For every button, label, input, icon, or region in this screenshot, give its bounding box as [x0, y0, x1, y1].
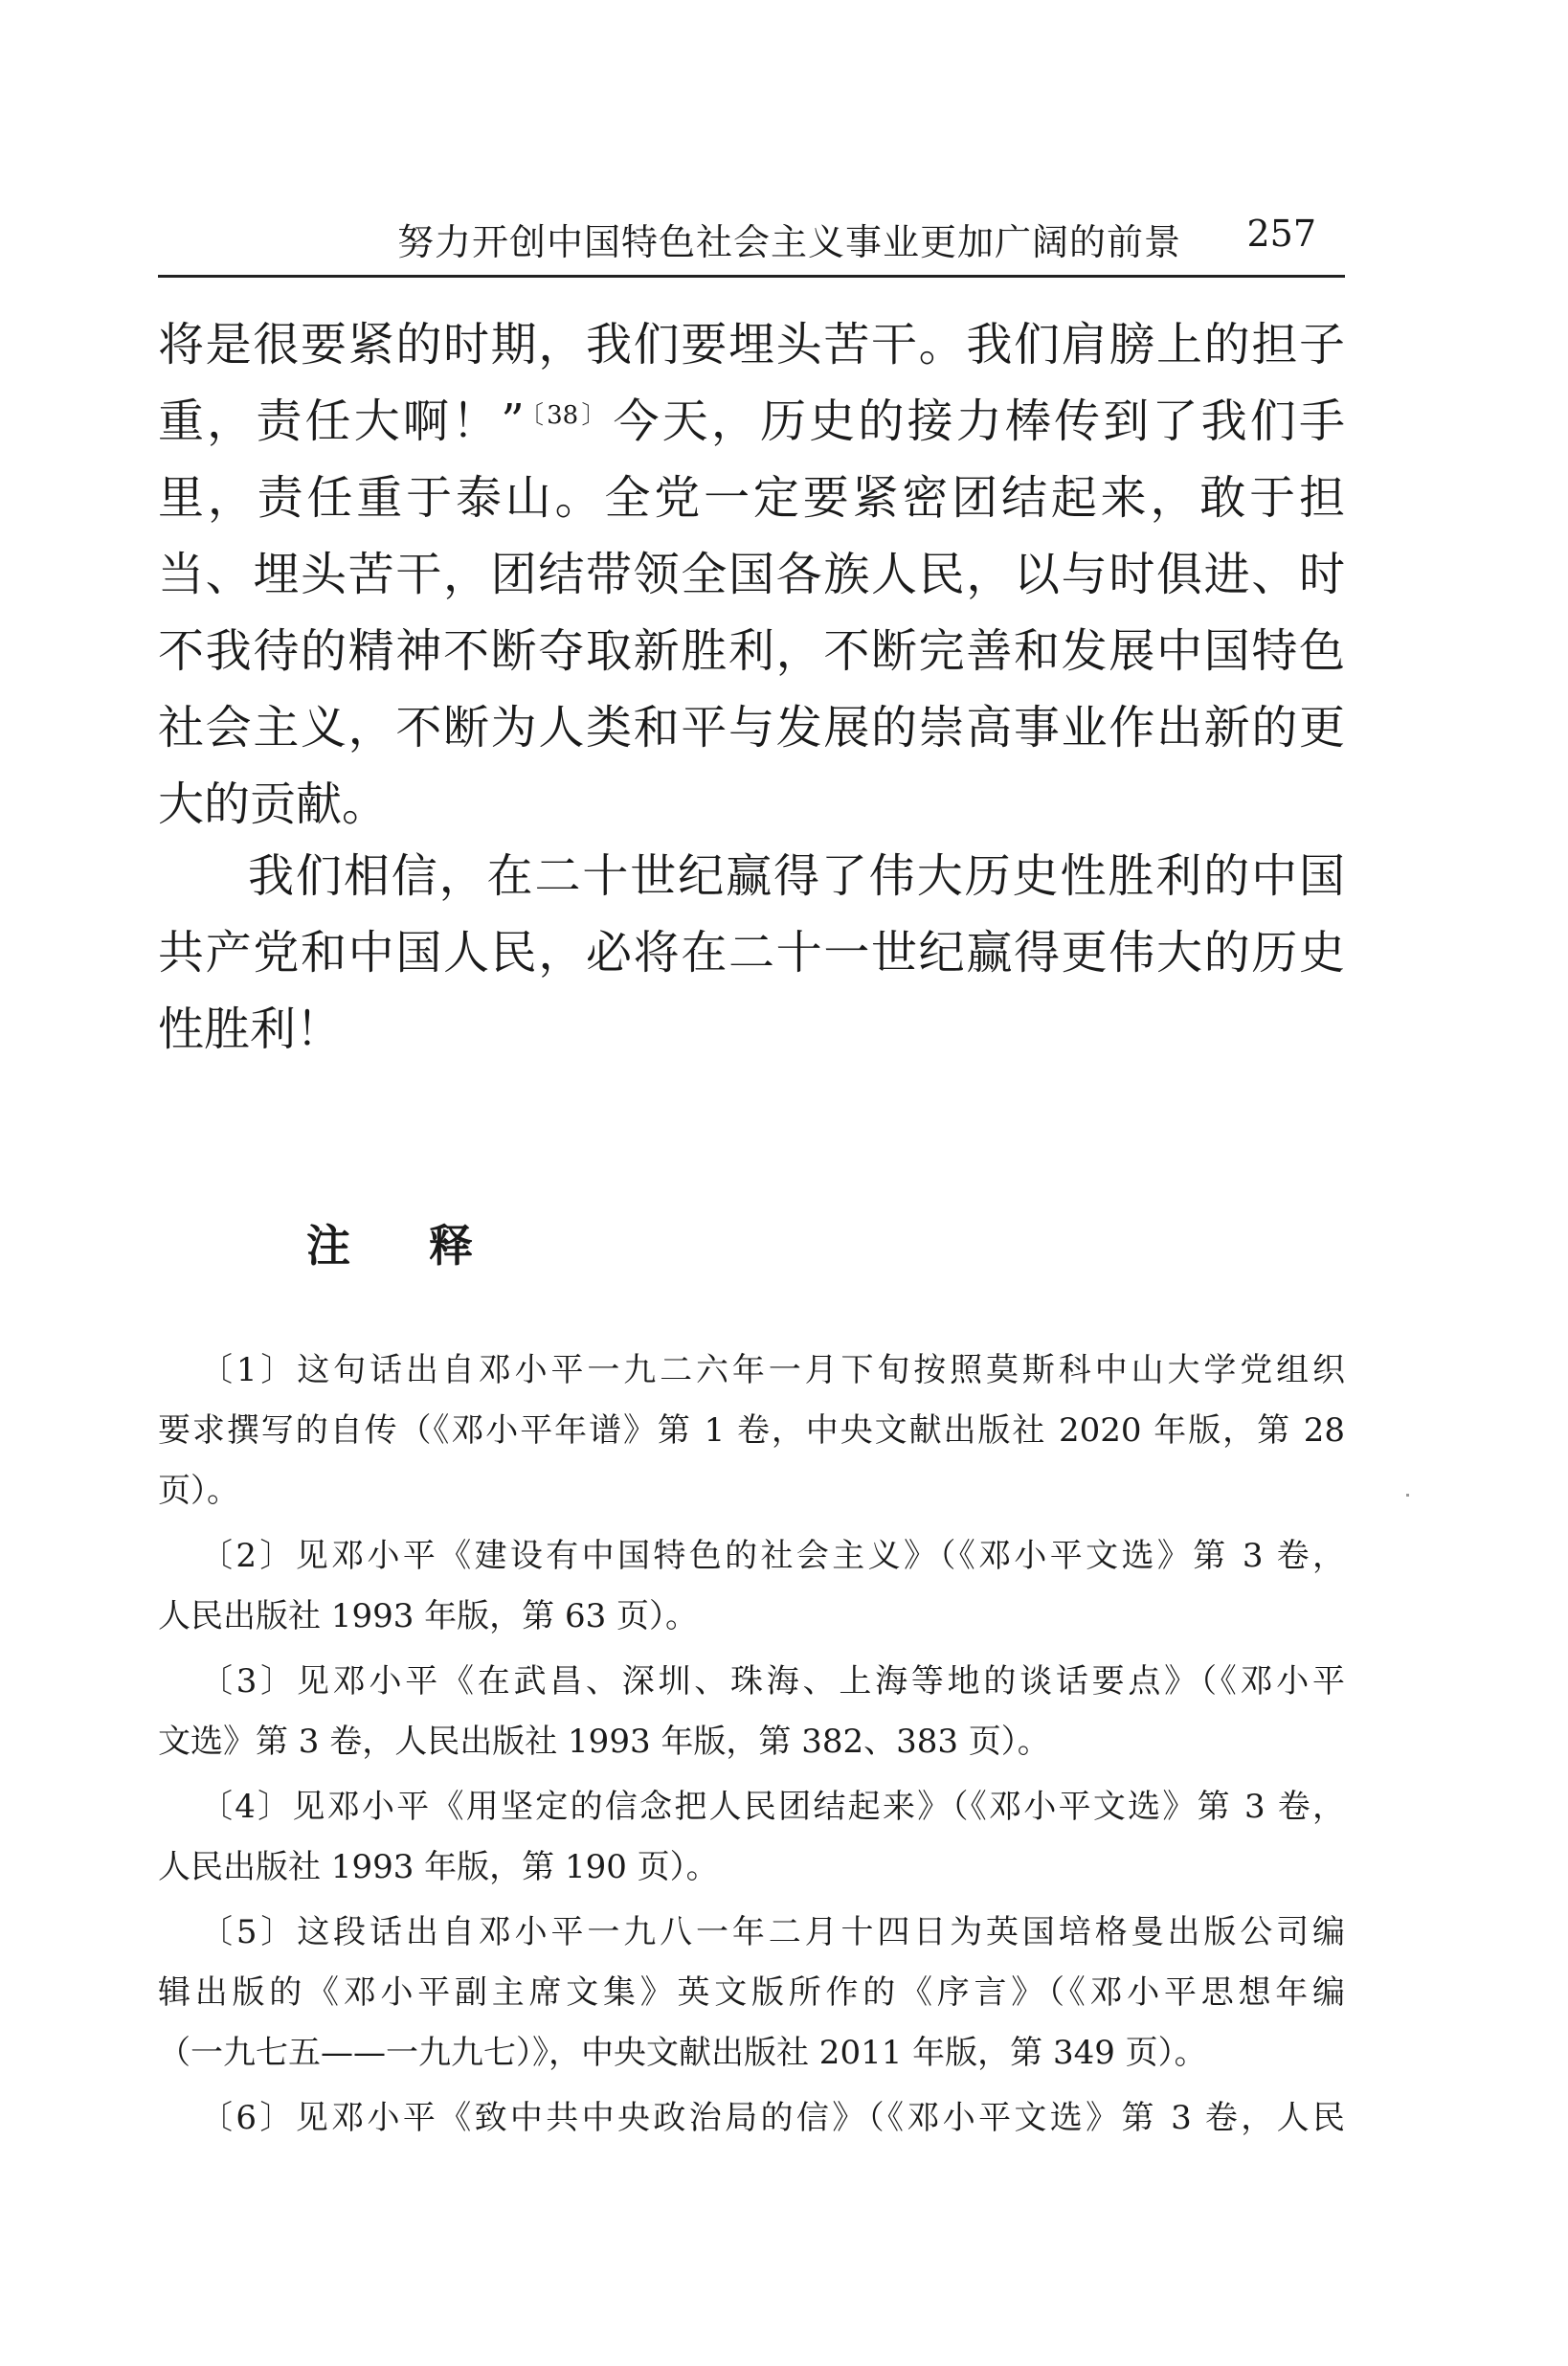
note-line: 〔3〕见邓小平《在武昌、深圳、珠海、上海等地的谈话要点》（《邓小平 [200, 1662, 1345, 1701]
notes-heading: 注释 [306, 1220, 551, 1272]
header-rule [158, 275, 1345, 278]
body-line: 将是很要紧的时期，我们要埋头苦干。我们肩膀上的担子 [158, 318, 1345, 372]
note-line: 页）。 [158, 1472, 239, 1510]
body-text-segment: 重，责任大啊！” [158, 394, 525, 448]
note-line: （一九七五——一九九七）》，中央文献出版社 2011 年版，第 349 页）。 [158, 2034, 1207, 2072]
note-line: 〔2〕见邓小平《建设有中国特色的社会主义》（《邓小平文选》第 3 卷， [200, 1537, 1345, 1575]
note-line: 辑出版的《邓小平副主席文集》英文版所作的《序言》（《邓小平思想年编 [158, 1973, 1345, 2012]
body-text-segment: 今天，历史的接力棒传到了我们手 [613, 394, 1345, 448]
body-line: 我们相信，在二十世纪赢得了伟大历史性胜利的中国 [248, 849, 1345, 903]
scan-speck [1406, 1494, 1409, 1497]
running-header-title: 努力开创中国特色社会主义事业更加广阔的前景 [397, 221, 1182, 263]
note-line: 〔5〕这段话出自邓小平一九八一年二月十四日为英国培格曼出版公司编 [200, 1913, 1345, 1951]
running-header [158, 213, 1345, 264]
body-line: 大的贡献。 [158, 777, 389, 831]
note-line: 文选》第 3 卷，人民出版社 1993 年版，第 382、383 页）。 [158, 1723, 1050, 1761]
footnote-reference: 〔38〕 [527, 401, 610, 430]
note-line: 〔4〕见邓小平《用坚定的信念把人民团结起来》（《邓小平文选》第 3 卷， [200, 1788, 1345, 1826]
note-line: 人民出版社 1993 年版，第 190 页）。 [158, 1848, 719, 1886]
body-line: 共产党和中国人民，必将在二十一世纪赢得更伟大的历史 [158, 926, 1345, 980]
note-line: 〔1〕这句话出自邓小平一九二六年一月下旬按照莫斯科中山大学党组织 [200, 1351, 1345, 1389]
body-line: 当、埋头苦干，团结带领全国各族人民，以与时俱进、时 [158, 548, 1345, 601]
body-line: 不我待的精神不断夺取新胜利，不断完善和发展中国特色 [158, 624, 1345, 678]
body-line: 社会主义，不断为人类和平与发展的崇高事业作出新的更 [158, 701, 1345, 755]
note-line: 要求撰写的自传（《邓小平年谱》第 1 卷，中央文献出版社 2020 年版，第 28 [158, 1411, 1345, 1450]
body-line: 性胜利！ [158, 1003, 343, 1056]
page-number: 257 [1246, 213, 1316, 255]
body-line [158, 393, 1345, 450]
note-line: 人民出版社 1993 年版，第 63 页）。 [158, 1597, 699, 1635]
body-line: 里，责任重于泰山。全党一定要紧密团结起来，敢于担 [158, 471, 1345, 525]
note-line: 〔6〕见邓小平《致中共中央政治局的信》（《邓小平文选》第 3 卷，人民 [200, 2099, 1345, 2137]
